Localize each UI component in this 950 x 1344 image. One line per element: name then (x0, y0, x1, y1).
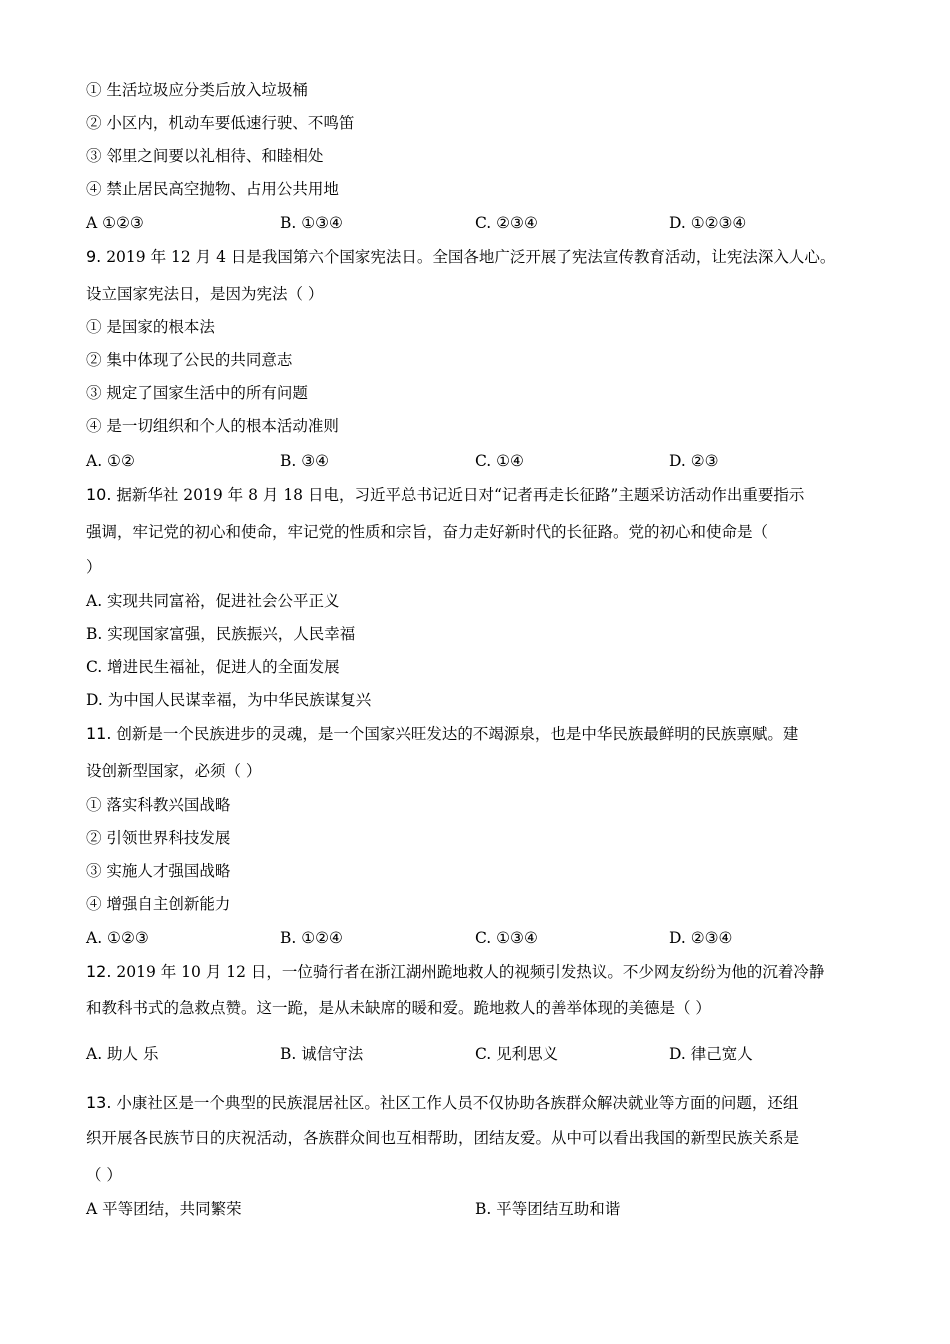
q8-option-b[interactable]: B. ①③④ (280, 214, 343, 232)
q10-stem-line-1 (86, 485, 804, 505)
q10-stem-line-3: ） (86, 558, 102, 576)
q8-option-a[interactable]: A ①②③ (86, 214, 144, 232)
q10-option-d[interactable]: D. 为中国人民谋幸福，为中华民族谋复兴 (86, 691, 372, 709)
q9-option-d[interactable]: D. ②③ (669, 452, 719, 470)
q9-number: 9. (86, 247, 102, 266)
q11-option-a[interactable]: A. ①②③ (86, 929, 149, 947)
q9-item-4: ④ 是一切组织和个人的根本活动准则 (86, 417, 339, 435)
q9-stem-line-2: 设立国家宪法日，是因为宪法（ ） (86, 285, 324, 303)
q8-item-2: ② 小区内，机动车要低速行驶、不鸣笛 (86, 114, 355, 132)
q8-option-d[interactable]: D. ①②③④ (669, 214, 747, 232)
q13-options (86, 1199, 886, 1219)
q12-stem-line-1 (86, 962, 824, 982)
q12-options (86, 1044, 886, 1064)
q10-option-a[interactable]: A. 实现共同富裕，促进社会公平正义 (86, 592, 340, 610)
q11-stem-line-1 (86, 724, 798, 744)
q9-item-1: ① 是国家的根本法 (86, 318, 215, 336)
q9-item-2: ② 集中体现了公民的共同意志 (86, 351, 293, 369)
q9-option-a[interactable]: A. ①② (86, 452, 135, 470)
q10-stem-text-1: 据新华社 2019 年 8 月 18 日电，习近平总书记近日对“记者再走长征路”主题采访活动作出重要指示 (111, 486, 805, 504)
q8-option-c[interactable]: C. ②③④ (475, 214, 538, 232)
q11-option-b[interactable]: B. ①②④ (280, 929, 343, 947)
q13-stem-text-1: 小康社区是一个典型的民族混居社区。社区工作人员不仅协助各族群众解决就业等方面的问题，还组 (111, 1094, 799, 1112)
q10-option-c[interactable]: C. 增进民生福祉，促进人的全面发展 (86, 658, 340, 676)
q12-stem-line-2: 和教科书式的急救点赞。这一跪，是从未缺席的暖和爱。跪地救人的善举体现的美德是（ ） (86, 999, 711, 1017)
q13-option-b[interactable]: B. 平等团结互助和谐 (475, 1200, 621, 1218)
q9-stem-text-1: 2019 年 12 月 4 日是我国第六个国家宪法日。全国各地广泛开展了宪法宣传教育活动，让宪法深入人心。 (101, 248, 836, 266)
q9-option-b[interactable]: B. ③④ (280, 452, 330, 470)
q13-number: 13. (86, 1093, 112, 1112)
q13-option-a[interactable]: A 平等团结，共同繁荣 (86, 1200, 242, 1218)
q11-item-4: ④ 增强自主创新能力 (86, 895, 231, 913)
q8-item-3: ③ 邻里之间要以礼相待、和睦相处 (86, 147, 324, 165)
q11-stem-line-2: 设创新型国家，必须（ ） (86, 762, 262, 780)
q12-option-c[interactable]: C. 见利思义 (475, 1045, 559, 1063)
q8-item-4: ④ 禁止居民高空抛物、占用公共用地 (86, 180, 339, 198)
q13-stem-line-3: （ ） (86, 1166, 122, 1184)
q8-options (86, 213, 886, 233)
q11-options (86, 928, 886, 948)
q13-stem-line-1 (86, 1093, 798, 1113)
q9-options (86, 451, 886, 471)
q11-option-d[interactable]: D. ②③④ (669, 929, 733, 947)
q13-stem-line-2: 织开展各民族节日的庆祝活动，各族群众间也互相帮助，团结友爱。从中可以看出我国的新型民族关系是 (86, 1129, 800, 1147)
q10-option-b[interactable]: B. 实现国家富强，民族振兴，人民幸福 (86, 625, 356, 643)
q10-stem-line-2: 强调，牢记党的初心和使命，牢记党的性质和宗旨，奋力走好新时代的长征路。党的初心和使命是（ (86, 523, 769, 541)
q9-item-3: ③ 规定了国家生活中的所有问题 (86, 384, 308, 402)
q12-option-d[interactable]: D. 律己宽人 (669, 1045, 753, 1063)
q11-number: 11. (86, 724, 112, 743)
q10-number: 10. (86, 485, 112, 504)
q12-option-b[interactable]: B. 诚信守法 (280, 1045, 364, 1063)
q11-option-c[interactable]: C. ①③④ (475, 929, 538, 947)
q12-number: 12. (86, 962, 112, 981)
q11-item-3: ③ 实施人才强国战略 (86, 862, 231, 880)
q8-item-1: ① 生活垃圾应分类后放入垃圾桶 (86, 81, 308, 99)
q11-stem-text-1: 创新是一个民族进步的灵魂，是一个国家兴旺发达的不竭源泉，也是中华民族最鲜明的民族禀赋。建 (111, 725, 799, 743)
q12-stem-text-1: 2019 年 10 月 12 日，一位骑行者在浙江湖州跪地救人的视频引发热议。不少网友纷纷为他的沉着冷静 (111, 963, 825, 981)
q11-item-1: ① 落实科教兴国战略 (86, 796, 231, 814)
q11-item-2: ② 引领世界科技发展 (86, 829, 231, 847)
q9-option-c[interactable]: C. ①④ (475, 452, 524, 470)
q12-option-a[interactable]: A. 助人 乐 (86, 1045, 159, 1063)
q9-stem-line-1 (86, 247, 835, 267)
